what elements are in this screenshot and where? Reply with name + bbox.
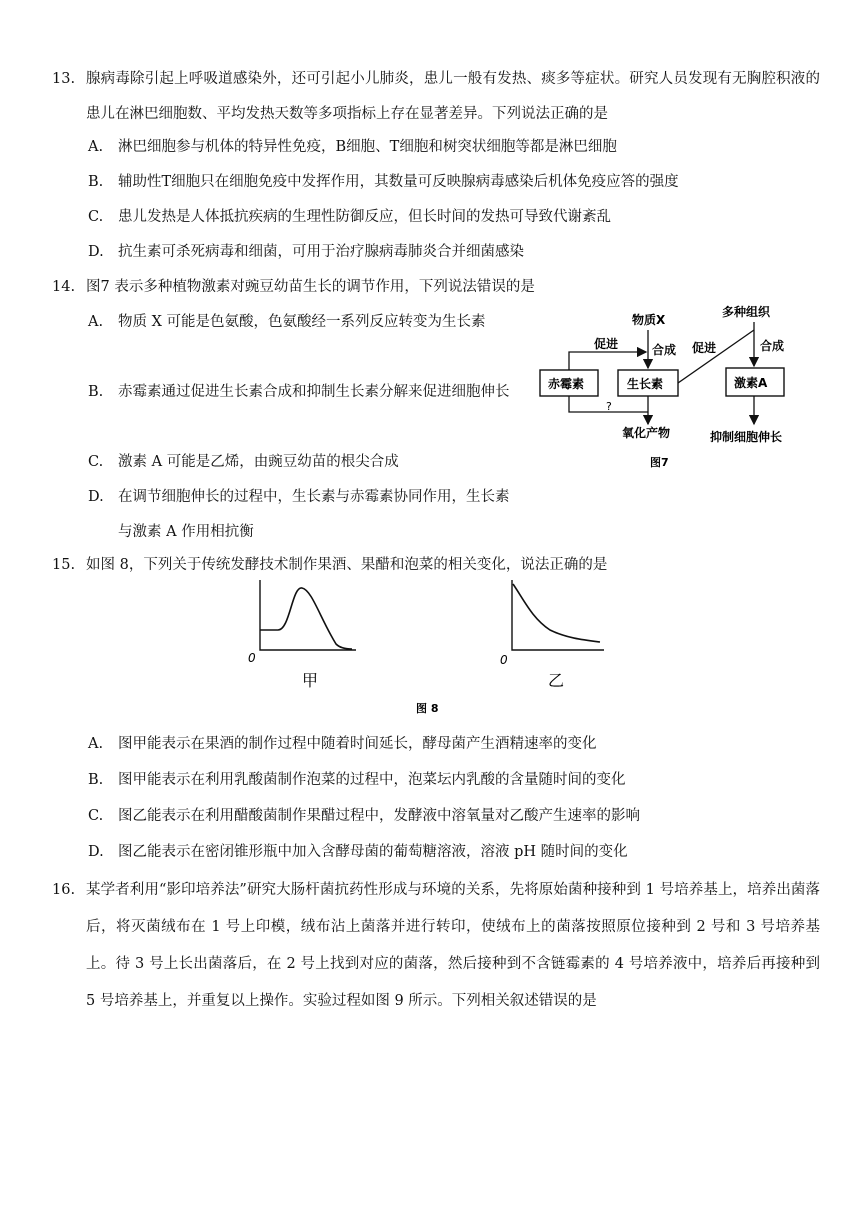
- q13-option-c: [88, 200, 820, 235]
- option-text: 抗生素可杀死病毒和细菌，可用于治疗腺病毒肺炎合并细菌感染: [118, 244, 524, 260]
- option-label: C.: [88, 209, 104, 225]
- q14-option-d: [88, 480, 513, 550]
- q14-option-a: [88, 305, 513, 340]
- q14-option-c: [88, 445, 513, 480]
- question-13: [52, 62, 820, 132]
- option-text: 图甲能表示在果酒的制作过程中随着时间延长，酵母菌产生酒精速率的变化: [118, 736, 597, 752]
- option-label: B.: [88, 384, 104, 400]
- q13-option-d: [88, 235, 820, 270]
- option-label: D.: [88, 244, 104, 260]
- q13-option-b: [88, 165, 820, 200]
- question-number: 16.: [52, 882, 76, 898]
- inhibit-label: 抑制细胞伸长: [710, 430, 783, 444]
- jia-axes: [260, 580, 356, 650]
- figure-7-caption: 图7: [650, 456, 669, 469]
- option-label: A.: [88, 314, 104, 330]
- question-stem: 腺病毒除引起上呼吸道感染外，还可引起小儿肺炎，患儿一般有发热、痰多等症状。研究人员发现有无胸腔积液的患儿在淋巴细胞数、平均发热天数等多项指标上存在显著差异。下列说法正确的是: [86, 71, 820, 122]
- option-label: A.: [88, 736, 104, 752]
- promote-label-1: 促进: [594, 337, 619, 351]
- option-label: B.: [88, 174, 104, 190]
- option-label: A.: [88, 139, 104, 155]
- yi-axes: [512, 580, 604, 650]
- option-text: 图甲能表示在利用乳酸菌制作泡菜的过程中，泡菜坛内乳酸的含量随时间的变化: [118, 772, 626, 788]
- question-stem: 图7 表示多种植物激素对豌豆幼苗生长的调节作用，下列说法错误的是: [86, 279, 535, 295]
- jia-curve: [260, 588, 352, 649]
- option-label: D.: [88, 489, 104, 505]
- option-text: 辅助性T细胞只在细胞免疫中发挥作用，其数量可反映腺病毒感染后机体免疫应答的强度: [118, 174, 679, 190]
- substance-x-label: 物质X: [632, 313, 666, 327]
- option-text: 在调节细胞伸长的过程中，生长素与赤霉素协同作用，生长素与激素 A 作用相抗衡: [118, 489, 510, 540]
- question-stem: 某学者利用“影印培养法”研究大肠杆菌抗药性形成与环境的关系，先将原始菌种接种到 1 号培养基上，培养出菌落后，将灭菌绒布在 1 号上印模，绒布沾上菌落并进行转印，使绒布上的菌落按照原位接种到 2 号和 3 号培养基上。待 3 号上长出菌落后，在 2 号上找到对应的菌落，然后接种到不含链霉素的 4 号培养液中，培养后再接种到 5 号培养基上，并重复以上操作。实验过程如图 9 所示。下列相关叙述错误的是: [86, 882, 820, 1009]
- promote-label-2: 促进: [692, 341, 717, 355]
- q14-option-b: [88, 375, 513, 410]
- option-text: 赤霉素通过促进生长素合成和抑制生长素分解来促进细胞伸长: [118, 384, 510, 400]
- option-text: 激素 A 可能是乙烯，由豌豆幼苗的根尖合成: [118, 454, 399, 470]
- option-text: 淋巴细胞参与机体的特异性免疫，B细胞、T细胞和树突状细胞等都是淋巴细胞: [118, 139, 617, 155]
- q15-option-c: [88, 799, 820, 834]
- question-number: 15.: [52, 557, 76, 573]
- figure-8-graphs: [240, 578, 620, 718]
- q15-option-d: [88, 835, 820, 870]
- option-label: D.: [88, 844, 104, 860]
- jia-label: 甲: [302, 671, 319, 690]
- question-number: 13.: [52, 71, 76, 87]
- q15-option-b: [88, 763, 820, 798]
- gibberellin-label: 赤霉素: [548, 377, 585, 391]
- question-number: 14.: [52, 279, 76, 295]
- option-text: 图乙能表示在密闭锥形瓶中加入含酵母菌的葡萄糖溶液，溶液 pH 随时间的变化: [118, 844, 628, 860]
- option-label: C.: [88, 808, 104, 824]
- synth-label-1: 合成: [652, 343, 677, 357]
- q13-option-a: [88, 130, 820, 165]
- synth-label-2: 合成: [760, 339, 785, 353]
- auxin-label: 生长素: [627, 377, 664, 391]
- yi-curve: [513, 584, 600, 642]
- option-label: B.: [88, 772, 104, 788]
- multi-tissue-label: 多种组织: [722, 305, 771, 319]
- option-text: 患儿发热是人体抵抗疾病的生理性防御反应，但长时间的发热可导致代谢紊乱: [118, 209, 611, 225]
- figure-7-diagram: [530, 300, 830, 475]
- option-label: C.: [88, 454, 104, 470]
- oxidation-label: 氧化产物: [622, 426, 671, 440]
- option-text: 图乙能表示在利用醋酸菌制作果醋过程中，发酵液中溶氧量对乙酸产生速率的影响: [118, 808, 640, 824]
- yi-origin: 0: [500, 653, 508, 667]
- yi-label: 乙: [548, 671, 565, 690]
- jia-origin: 0: [248, 651, 256, 665]
- question-stem: 如图 8，下列关于传统发酵技术制作果酒、果醋和泡菜的相关变化，说法正确的是: [86, 557, 608, 573]
- promote-arrow-gibberellin: [569, 352, 646, 370]
- q15-option-a: [88, 727, 820, 762]
- figure-8-caption: 图 8: [416, 702, 439, 715]
- option-text: 物质 X 可能是色氨酸，色氨酸经一系列反应转变为生长素: [118, 314, 486, 330]
- question-16: [52, 872, 820, 1020]
- question-mark-label: ?: [606, 400, 612, 413]
- hormone-a-label: 激素A: [734, 376, 768, 390]
